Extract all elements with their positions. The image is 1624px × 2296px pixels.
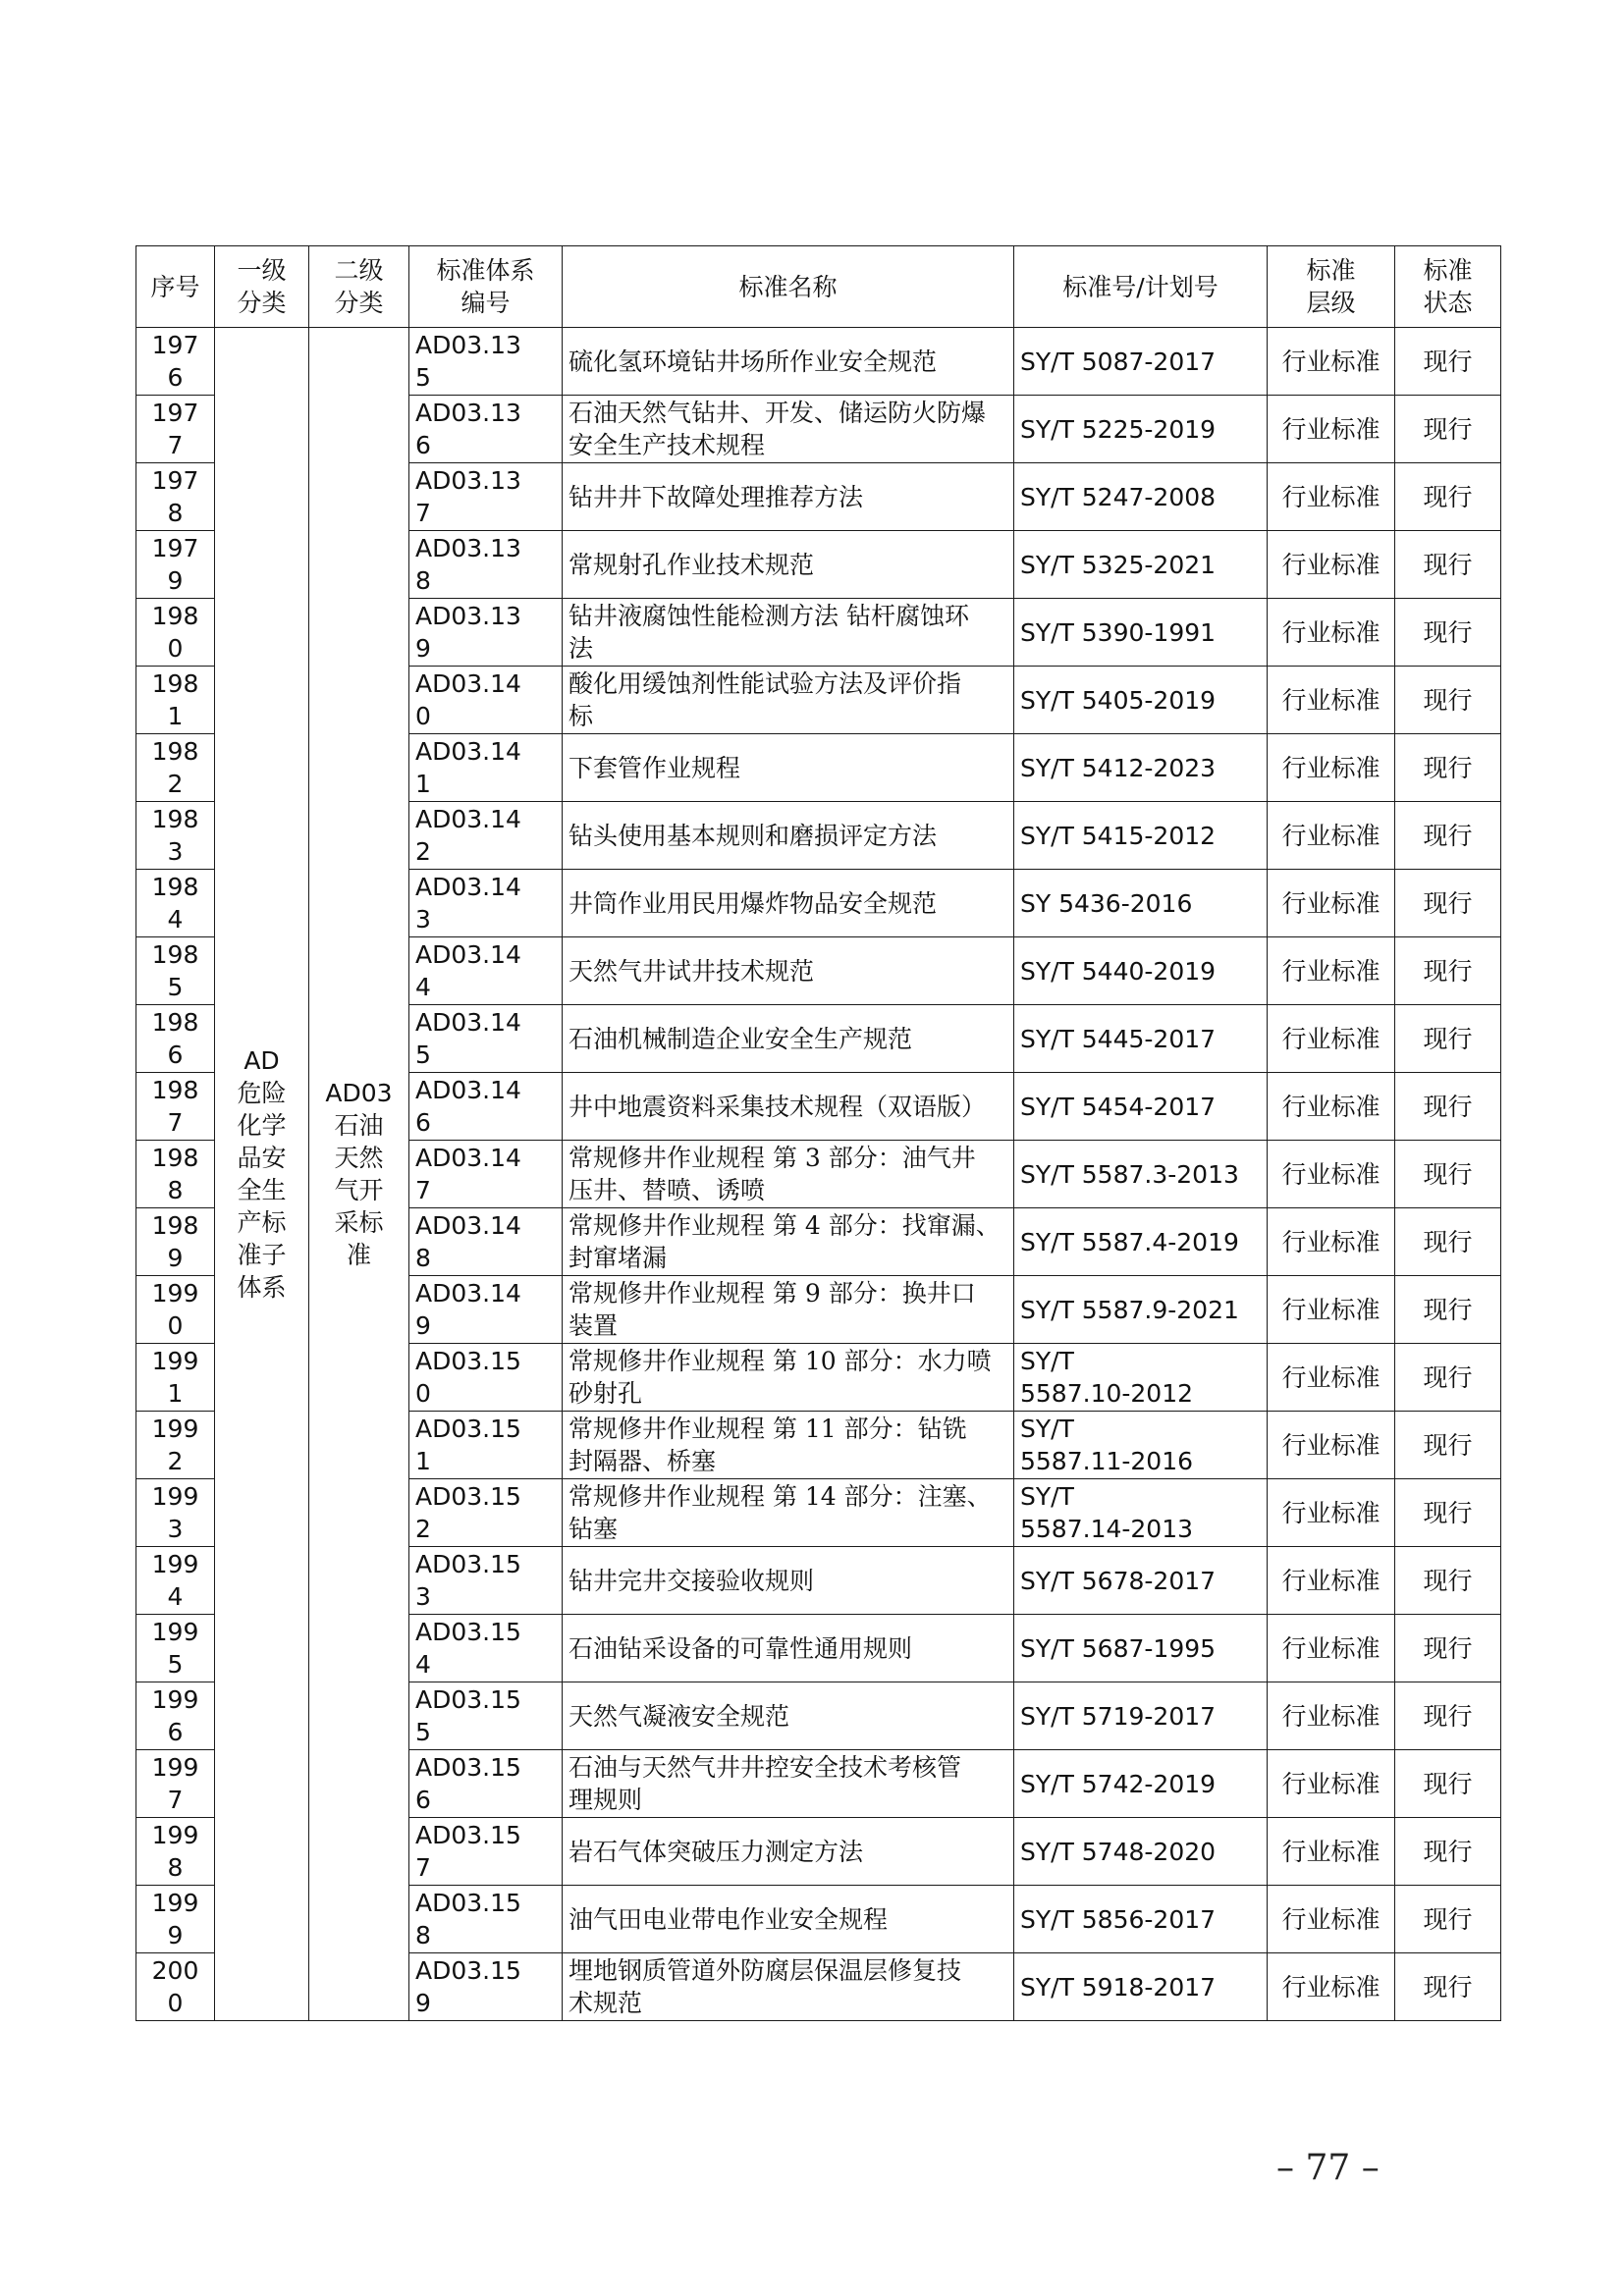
seq-cell: 198 4 xyxy=(136,870,215,937)
status-cell: 现行 xyxy=(1395,667,1501,734)
standard-number-cell: SY/T 5587.9-2021 xyxy=(1014,1276,1268,1344)
code-cell: AD03.14 1 xyxy=(409,734,563,802)
code-cell: AD03.13 9 xyxy=(409,599,563,667)
header-level2: 二级 分类 xyxy=(309,246,409,328)
header-level: 标准 层级 xyxy=(1268,246,1395,328)
standard-number-cell: SY/T 5918-2017 xyxy=(1014,1953,1268,2021)
status-cell: 现行 xyxy=(1395,1750,1501,1818)
status-cell: 现行 xyxy=(1395,1141,1501,1208)
seq-cell: 198 3 xyxy=(136,802,215,870)
status-cell: 现行 xyxy=(1395,531,1501,599)
code-cell: AD03.14 7 xyxy=(409,1141,563,1208)
name-cell: 埋地钢质管道外防腐层保温层修复技 术规范 xyxy=(563,1953,1014,2021)
level-cell: 行业标准 xyxy=(1268,1750,1395,1818)
standard-number-cell: SY/T 5454-2017 xyxy=(1014,1073,1268,1141)
code-cell: AD03.15 4 xyxy=(409,1615,563,1682)
name-cell: 石油钻采设备的可靠性通用规则 xyxy=(563,1615,1014,1682)
name-cell: 油气田电业带电作业安全规程 xyxy=(563,1886,1014,1953)
level-cell: 行业标准 xyxy=(1268,328,1395,396)
name-cell: 钻头使用基本规则和磨损评定方法 xyxy=(563,802,1014,870)
table-header-row xyxy=(136,246,1501,328)
standard-number-cell: SY/T 5390-1991 xyxy=(1014,599,1268,667)
standard-number-cell: SY/T 5440-2019 xyxy=(1014,937,1268,1005)
name-cell: 石油天然气钻井、开发、储运防火防爆 安全生产技术规程 xyxy=(563,396,1014,463)
level-cell: 行业标准 xyxy=(1268,531,1395,599)
level-cell: 行业标准 xyxy=(1268,1141,1395,1208)
seq-cell: 199 8 xyxy=(136,1818,215,1886)
name-cell: 常规修井作业规程 第 11 部分：钻铣 封隔器、桥塞 xyxy=(563,1412,1014,1479)
level-cell: 行业标准 xyxy=(1268,1886,1395,1953)
seq-cell: 198 9 xyxy=(136,1208,215,1276)
name-cell: 常规射孔作业技术规范 xyxy=(563,531,1014,599)
seq-cell: 197 6 xyxy=(136,328,215,396)
standard-number-cell: SY/T 5587.10-2012 xyxy=(1014,1344,1268,1412)
level-cell: 行业标准 xyxy=(1268,599,1395,667)
seq-cell: 199 2 xyxy=(136,1412,215,1479)
level-cell: 行业标准 xyxy=(1268,1344,1395,1412)
level-cell: 行业标准 xyxy=(1268,1818,1395,1886)
seq-cell: 199 1 xyxy=(136,1344,215,1412)
page-number: – 77 – xyxy=(1276,2148,1380,2188)
status-cell: 现行 xyxy=(1395,1886,1501,1953)
standard-number-cell: SY/T 5719-2017 xyxy=(1014,1682,1268,1750)
seq-cell: 199 5 xyxy=(136,1615,215,1682)
standard-number-cell: SY/T 5412-2023 xyxy=(1014,734,1268,802)
standard-number-cell: SY/T 5325-2021 xyxy=(1014,531,1268,599)
header-code: 标准体系 编号 xyxy=(409,246,563,328)
status-cell: 现行 xyxy=(1395,870,1501,937)
standard-number-cell: SY/T 5415-2012 xyxy=(1014,802,1268,870)
level-cell: 行业标准 xyxy=(1268,734,1395,802)
name-cell: 钻井井下故障处理推荐方法 xyxy=(563,463,1014,531)
seq-cell: 198 2 xyxy=(136,734,215,802)
name-cell: 常规修井作业规程 第 9 部分：换井口 装置 xyxy=(563,1276,1014,1344)
status-cell: 现行 xyxy=(1395,1615,1501,1682)
status-cell: 现行 xyxy=(1395,1208,1501,1276)
status-cell: 现行 xyxy=(1395,599,1501,667)
level-cell: 行业标准 xyxy=(1268,1073,1395,1141)
status-cell: 现行 xyxy=(1395,396,1501,463)
code-cell: AD03.14 9 xyxy=(409,1276,563,1344)
standard-number-cell: SY/T 5587.4-2019 xyxy=(1014,1208,1268,1276)
code-cell: AD03.14 4 xyxy=(409,937,563,1005)
status-cell: 现行 xyxy=(1395,328,1501,396)
seq-cell: 198 6 xyxy=(136,1005,215,1073)
level-cell: 行业标准 xyxy=(1268,870,1395,937)
code-cell: AD03.13 8 xyxy=(409,531,563,599)
level-cell: 行业标准 xyxy=(1268,667,1395,734)
standard-number-cell: SY/T 5687-1995 xyxy=(1014,1615,1268,1682)
code-cell: AD03.14 6 xyxy=(409,1073,563,1141)
seq-cell: 197 8 xyxy=(136,463,215,531)
header-level1: 一级 分类 xyxy=(215,246,309,328)
code-cell: AD03.13 7 xyxy=(409,463,563,531)
seq-cell: 199 0 xyxy=(136,1276,215,1344)
header-name: 标准名称 xyxy=(563,246,1014,328)
seq-cell: 198 7 xyxy=(136,1073,215,1141)
code-cell: AD03.15 0 xyxy=(409,1344,563,1412)
status-cell: 现行 xyxy=(1395,802,1501,870)
level-cell: 行业标准 xyxy=(1268,1412,1395,1479)
seq-cell: 199 4 xyxy=(136,1547,215,1615)
level-cell: 行业标准 xyxy=(1268,1615,1395,1682)
name-cell: 井中地震资料采集技术规程（双语版） xyxy=(563,1073,1014,1141)
standards-table xyxy=(135,245,1501,2021)
header-number: 标准号/计划号 xyxy=(1014,246,1268,328)
seq-cell: 198 8 xyxy=(136,1141,215,1208)
code-cell: AD03.13 5 xyxy=(409,328,563,396)
code-cell: AD03.15 6 xyxy=(409,1750,563,1818)
status-cell: 现行 xyxy=(1395,734,1501,802)
status-cell: 现行 xyxy=(1395,463,1501,531)
standard-number-cell: SY/T 5678-2017 xyxy=(1014,1547,1268,1615)
seq-cell: 199 6 xyxy=(136,1682,215,1750)
status-cell: 现行 xyxy=(1395,1547,1501,1615)
name-cell: 常规修井作业规程 第 14 部分：注塞、 钻塞 xyxy=(563,1479,1014,1547)
standard-number-cell: SY/T 5587.3-2013 xyxy=(1014,1141,1268,1208)
category2-cell: AD03 石油 天然 气开 采标 准 xyxy=(309,328,409,2021)
code-cell: AD03.14 3 xyxy=(409,870,563,937)
status-cell: 现行 xyxy=(1395,1479,1501,1547)
seq-cell: 199 7 xyxy=(136,1750,215,1818)
standard-number-cell: SY/T 5445-2017 xyxy=(1014,1005,1268,1073)
name-cell: 常规修井作业规程 第 3 部分：油气井 压井、替喷、诱喷 xyxy=(563,1141,1014,1208)
level-cell: 行业标准 xyxy=(1268,1547,1395,1615)
name-cell: 岩石气体突破压力测定方法 xyxy=(563,1818,1014,1886)
code-cell: AD03.15 2 xyxy=(409,1479,563,1547)
status-cell: 现行 xyxy=(1395,1073,1501,1141)
level-cell: 行业标准 xyxy=(1268,1208,1395,1276)
code-cell: AD03.15 9 xyxy=(409,1953,563,2021)
standard-number-cell: SY/T 5225-2019 xyxy=(1014,396,1268,463)
status-cell: 现行 xyxy=(1395,1005,1501,1073)
name-cell: 硫化氢环境钻井场所作业安全规范 xyxy=(563,328,1014,396)
header-status: 标准 状态 xyxy=(1395,246,1501,328)
code-cell: AD03.14 8 xyxy=(409,1208,563,1276)
level-cell: 行业标准 xyxy=(1268,1479,1395,1547)
level-cell: 行业标准 xyxy=(1268,463,1395,531)
name-cell: 石油与天然气井井控安全技术考核管 理规则 xyxy=(563,1750,1014,1818)
standard-number-cell: SY/T 5405-2019 xyxy=(1014,667,1268,734)
category1-cell: AD 危险 化学 品安 全生 产标 准子 体系 xyxy=(215,328,309,2021)
standard-number-cell: SY 5436-2016 xyxy=(1014,870,1268,937)
level-cell: 行业标准 xyxy=(1268,1682,1395,1750)
name-cell: 常规修井作业规程 第 4 部分：找窜漏、 封窜堵漏 xyxy=(563,1208,1014,1276)
status-cell: 现行 xyxy=(1395,1276,1501,1344)
seq-cell: 200 0 xyxy=(136,1953,215,2021)
code-cell: AD03.14 5 xyxy=(409,1005,563,1073)
code-cell: AD03.13 6 xyxy=(409,396,563,463)
header-seq: 序号 xyxy=(136,246,215,328)
name-cell: 酸化用缓蚀剂性能试验方法及评价指 标 xyxy=(563,667,1014,734)
level-cell: 行业标准 xyxy=(1268,1005,1395,1073)
name-cell: 钻井完井交接验收规则 xyxy=(563,1547,1014,1615)
table-row xyxy=(136,328,1501,396)
code-cell: AD03.15 8 xyxy=(409,1886,563,1953)
standard-number-cell: SY/T 5087-2017 xyxy=(1014,328,1268,396)
seq-cell: 197 7 xyxy=(136,396,215,463)
standard-number-cell: SY/T 5247-2008 xyxy=(1014,463,1268,531)
level-cell: 行业标准 xyxy=(1268,1953,1395,2021)
table-body xyxy=(136,328,1501,2021)
seq-cell: 198 0 xyxy=(136,599,215,667)
status-cell: 现行 xyxy=(1395,1344,1501,1412)
status-cell: 现行 xyxy=(1395,1818,1501,1886)
status-cell: 现行 xyxy=(1395,1953,1501,2021)
name-cell: 天然气凝液安全规范 xyxy=(563,1682,1014,1750)
status-cell: 现行 xyxy=(1395,1412,1501,1479)
name-cell: 石油机械制造企业安全生产规范 xyxy=(563,1005,1014,1073)
name-cell: 天然气井试井技术规范 xyxy=(563,937,1014,1005)
seq-cell: 198 1 xyxy=(136,667,215,734)
name-cell: 钻井液腐蚀性能检测方法 钻杆腐蚀环 法 xyxy=(563,599,1014,667)
status-cell: 现行 xyxy=(1395,937,1501,1005)
code-cell: AD03.14 0 xyxy=(409,667,563,734)
seq-cell: 198 5 xyxy=(136,937,215,1005)
level-cell: 行业标准 xyxy=(1268,396,1395,463)
code-cell: AD03.15 7 xyxy=(409,1818,563,1886)
code-cell: AD03.15 3 xyxy=(409,1547,563,1615)
seq-cell: 199 9 xyxy=(136,1886,215,1953)
level-cell: 行业标准 xyxy=(1268,937,1395,1005)
code-cell: AD03.15 5 xyxy=(409,1682,563,1750)
standard-number-cell: SY/T 5742-2019 xyxy=(1014,1750,1268,1818)
seq-cell: 199 3 xyxy=(136,1479,215,1547)
level-cell: 行业标准 xyxy=(1268,802,1395,870)
standard-number-cell: SY/T 5587.11-2016 xyxy=(1014,1412,1268,1479)
name-cell: 下套管作业规程 xyxy=(563,734,1014,802)
standard-number-cell: SY/T 5587.14-2013 xyxy=(1014,1479,1268,1547)
standard-number-cell: SY/T 5748-2020 xyxy=(1014,1818,1268,1886)
code-cell: AD03.14 2 xyxy=(409,802,563,870)
seq-cell: 197 9 xyxy=(136,531,215,599)
name-cell: 井筒作业用民用爆炸物品安全规范 xyxy=(563,870,1014,937)
level-cell: 行业标准 xyxy=(1268,1276,1395,1344)
standard-number-cell: SY/T 5856-2017 xyxy=(1014,1886,1268,1953)
status-cell: 现行 xyxy=(1395,1682,1501,1750)
name-cell: 常规修井作业规程 第 10 部分：水力喷 砂射孔 xyxy=(563,1344,1014,1412)
code-cell: AD03.15 1 xyxy=(409,1412,563,1479)
